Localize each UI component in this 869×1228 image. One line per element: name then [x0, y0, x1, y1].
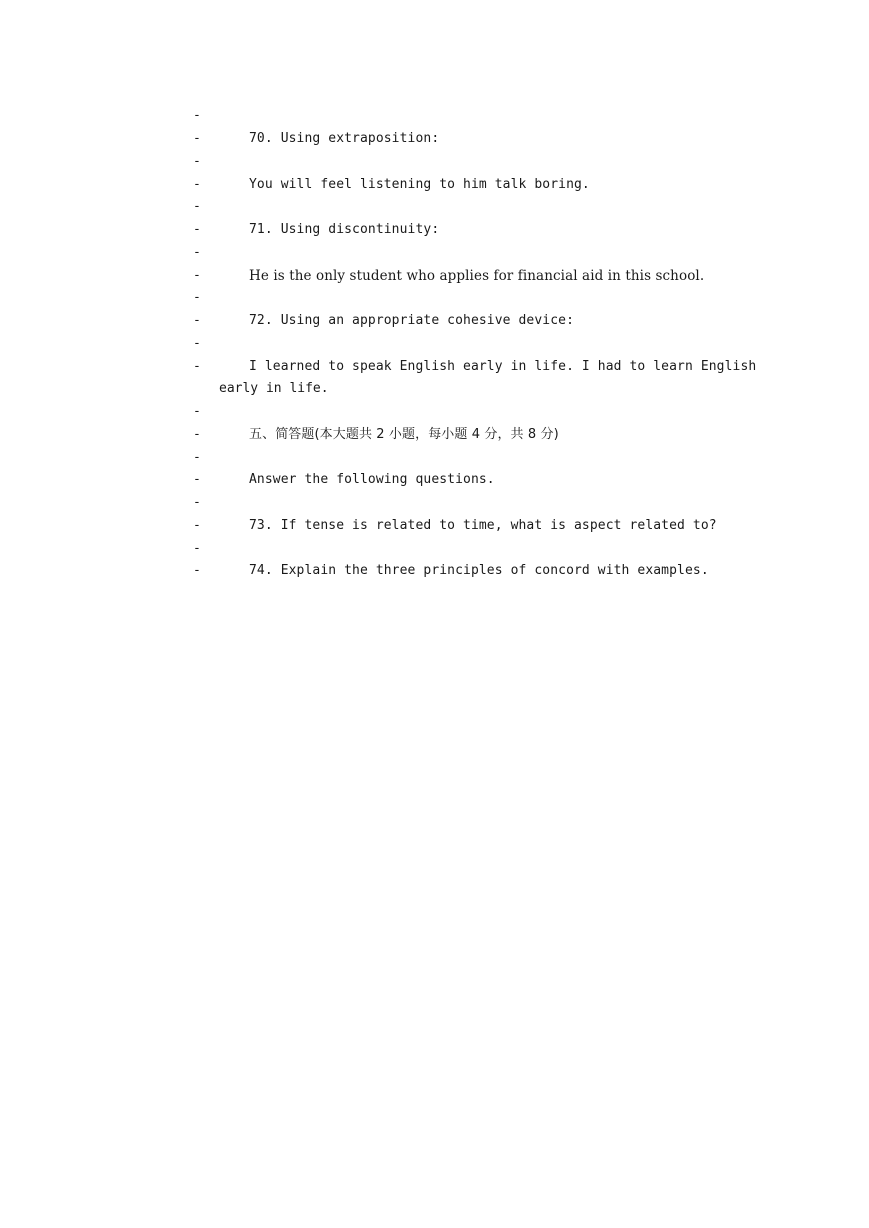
question-71-heading: 71. Using discontinuity: [249, 222, 440, 237]
separator-row [0, 401, 869, 423]
line-marker: - [193, 268, 201, 283]
line-marker: - [193, 131, 201, 146]
line-marker: - [193, 427, 201, 442]
section-5-instruction: Answer the following questions. [249, 472, 495, 487]
line-marker: - [193, 313, 201, 328]
question-74-row [0, 560, 869, 582]
question-70-heading: 70. Using extraposition: [249, 131, 440, 146]
question-70-heading-row [0, 128, 869, 150]
separator-row [0, 151, 869, 173]
question-74: 74. Explain the three principles of concord with examples. [249, 563, 709, 578]
question-70-sentence-row [0, 174, 869, 196]
separator-row [0, 287, 869, 309]
question-72-sentence-row [0, 356, 869, 378]
line-marker: - [193, 450, 201, 465]
line-marker: - [193, 222, 201, 237]
section-5-heading-row [0, 424, 869, 446]
line-marker: - [193, 563, 201, 578]
question-71-sentence: He is the only student who applies for financial aid in this school. [249, 268, 705, 284]
line-marker: - [193, 199, 201, 214]
section-5-instruction-row [0, 469, 869, 491]
separator-row [0, 196, 869, 218]
separator-row [0, 447, 869, 469]
question-71-heading-row [0, 219, 869, 241]
line-marker: - [193, 245, 201, 260]
line-marker: - [193, 290, 201, 305]
question-72-heading-row [0, 310, 869, 332]
separator-row [0, 333, 869, 355]
line-marker: - [193, 404, 201, 419]
question-71-sentence-row [0, 265, 869, 287]
question-73: 73. If tense is related to time, what is aspect related to? [249, 518, 717, 533]
line-marker: - [193, 472, 201, 487]
separator-row [0, 242, 869, 264]
line-marker: - [193, 336, 201, 351]
line-marker: - [193, 359, 201, 374]
line-marker: - [193, 495, 201, 510]
question-73-row [0, 515, 869, 537]
line-marker: - [193, 541, 201, 556]
line-marker: - [193, 518, 201, 533]
question-72-heading: 72. Using an appropriate cohesive device: [249, 313, 574, 328]
line-marker: - [193, 177, 201, 192]
separator-row [0, 492, 869, 514]
question-70-sentence: You will feel listening to him talk boring. [249, 177, 590, 192]
separator-row [0, 538, 869, 560]
question-72-sentence-continuation-row [0, 378, 869, 400]
question-72-sentence-line2: early in life. [219, 381, 329, 396]
section-5-heading: 五、简答题(本大题共 2 小题，每小题 4 分，共 8 分) [249, 427, 559, 442]
line-marker: - [193, 154, 201, 169]
question-72-sentence-line1: I learned to speak English early in life. I had to learn English [249, 359, 757, 374]
separator-row [0, 105, 869, 127]
line-marker: - [193, 108, 201, 123]
